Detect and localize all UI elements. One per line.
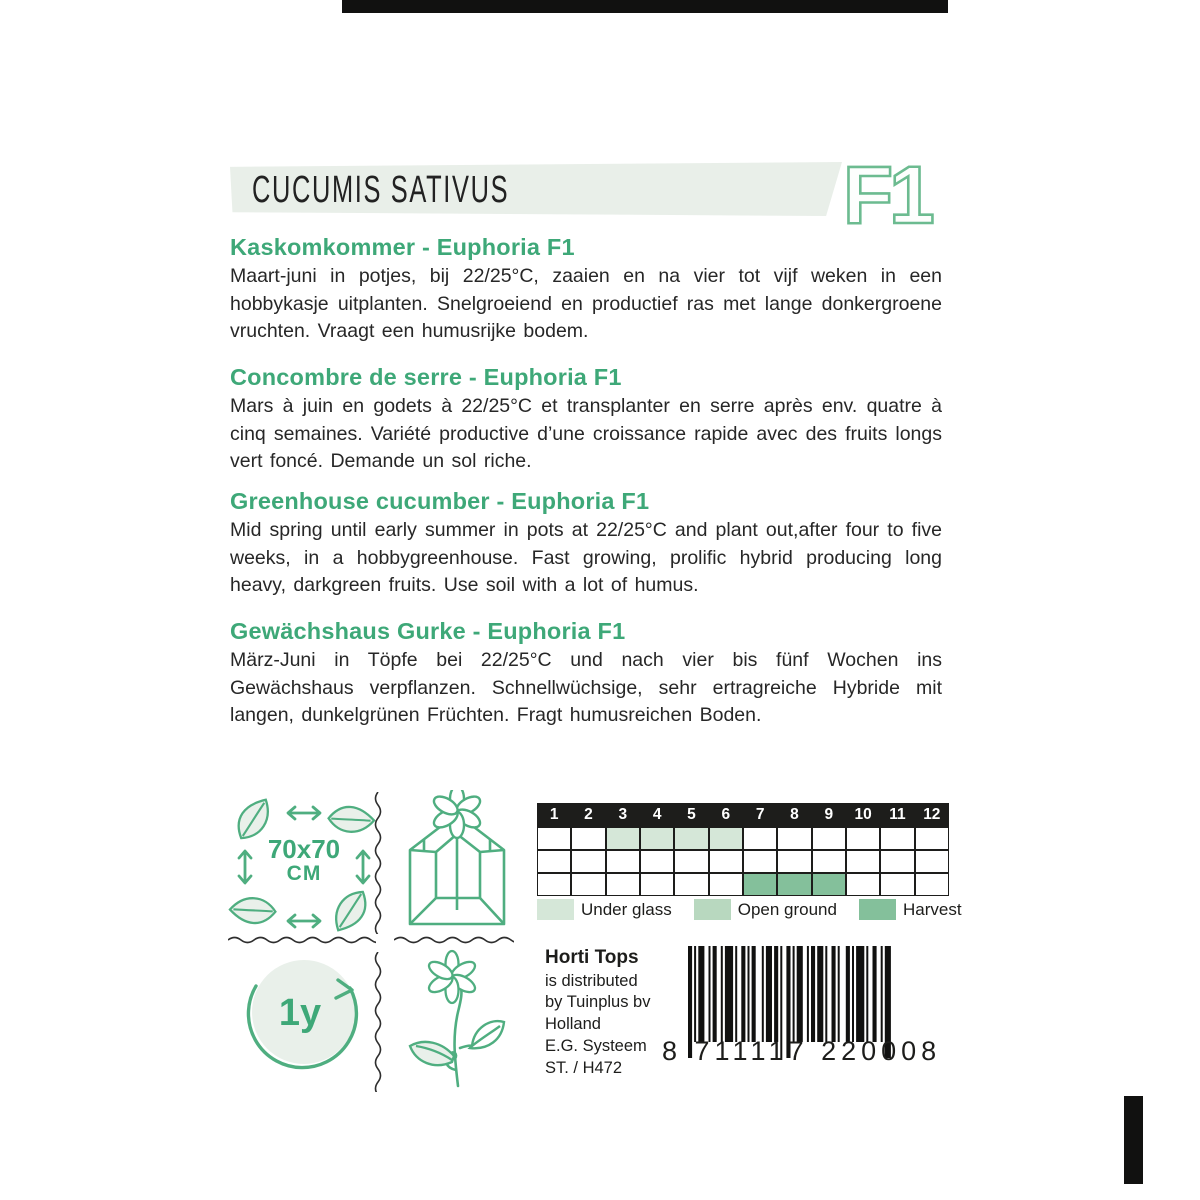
month-header-cell: 12 [915, 803, 949, 827]
month-header-cell: 10 [846, 803, 880, 827]
legend-swatch-open-ground [694, 899, 731, 920]
calendar-cell [777, 850, 811, 873]
calendar-cell [846, 873, 880, 896]
distributor-block [545, 946, 675, 1080]
month-header-cell: 5 [674, 803, 708, 827]
distributor-line: ST. / H472 [545, 1058, 623, 1077]
calendar-cell [709, 850, 743, 873]
distributor-line: E.G. Systeem [545, 1036, 647, 1055]
distributor-name: Horti Tops [545, 947, 639, 968]
corner-print-mark [1124, 1096, 1143, 1184]
calendar-cell [606, 850, 640, 873]
calendar-cell [537, 827, 571, 850]
flower-icon [431, 790, 483, 838]
species-title: CUCUMIS SATIVUS [252, 168, 510, 211]
month-header-cell: 9 [812, 803, 846, 827]
horizontal-arrow-icon [281, 912, 327, 930]
calendar-cell [674, 827, 708, 850]
calendar-cell [915, 873, 949, 896]
calendar-cell [846, 827, 880, 850]
barcode [662, 944, 942, 1074]
divider-wave-vertical [372, 952, 384, 1092]
legend-label: Open ground [737, 899, 837, 919]
section-heading-fr: Concombre de serre - Euphoria F1 [230, 364, 622, 390]
calendar-row-harvest [537, 873, 949, 896]
calendar-cell [777, 873, 811, 896]
legend-label: Harvest [902, 899, 962, 919]
calendar-cell [743, 827, 777, 850]
divider-wave-vertical [372, 792, 384, 934]
calendar-cell [709, 873, 743, 896]
legend-label: Under glass [581, 899, 672, 919]
cycle-duration-label: 1y [278, 992, 322, 1034]
horizontal-arrow-icon [281, 804, 327, 822]
calendar-cell [743, 850, 777, 873]
sowing-calendar [537, 803, 949, 896]
calendar-cell [640, 873, 674, 896]
spacing-value: 70x70 [267, 834, 341, 864]
section-body-en: Mid spring until early summer in pots at 22/25°C and plant out,after four to five weeks, in a hobbygreenhouse. Fast growing, prolific hybrid producing long heavy, darkgreen fruits. Use soil with a lot of humus. [230, 519, 942, 597]
calendar-cell [846, 850, 880, 873]
calendar-cell [880, 827, 914, 850]
spacing-text [240, 836, 368, 886]
section-body-nl: Maart-juni in potjes, bij 22/25°C, zaaien en na vier tot vijf weken in een hobbykasje uitplanten. Snelgroeiend en productief ras met lange donkergroene vruchten. Vraagt een humusrijke bodem. [230, 265, 942, 343]
section-heading-nl: Kaskomkommer - Euphoria F1 [230, 234, 575, 260]
divider-wave-horizontal [394, 934, 514, 946]
calendar-cell [777, 827, 811, 850]
calendar-cell [571, 850, 605, 873]
calendar-cell [915, 827, 949, 850]
month-header-cell: 8 [777, 803, 811, 827]
month-header-cell: 4 [640, 803, 674, 827]
month-header-cell: 7 [743, 803, 777, 827]
calendar-cell [812, 850, 846, 873]
calendar-cell [812, 873, 846, 896]
calendar-header-row [537, 803, 949, 827]
spacing-unit: CM [286, 862, 322, 885]
calendar-cell [606, 873, 640, 896]
calendar-cell [674, 850, 708, 873]
calendar-cell [537, 850, 571, 873]
distributor-line: by Tuinplus bv [545, 993, 651, 1012]
legend-swatch-harvest [859, 899, 896, 920]
section-heading-de: Gewächshaus Gurke - Euphoria F1 [230, 618, 626, 644]
calendar-cell [606, 827, 640, 850]
calendar-cell [674, 873, 708, 896]
month-header-cell: 1 [537, 803, 571, 827]
calendar-cell [571, 827, 605, 850]
month-header-cell: 11 [880, 803, 914, 827]
calendar-cell [571, 873, 605, 896]
section-body-de: März-Juni in Töpfe bei 22/25°C und nach vier bis fünf Wochen ins Gewächshaus verpflanzen. Schnellwüchsige, sehr ertragreiche Hybride mit langen, dunkelgrünen Früchten. Fragt humusreichen Boden. [230, 649, 942, 727]
month-header-cell: 6 [709, 803, 743, 827]
f1-badge: F1 [843, 150, 931, 241]
leaf-icon [325, 885, 377, 937]
calendar-cell [812, 827, 846, 850]
calendar-cell [640, 850, 674, 873]
calendar-row-under-glass [537, 827, 949, 850]
calendar-cell [880, 873, 914, 896]
section-body-fr: Mars à juin en godets à 22/25°C et transplanter en serre après env. quatre à cinq semaines. Variété productive d’une croissance rapide avec des fruits longs vert foncé. Demande un sol riche. [230, 395, 942, 473]
calendar-cell [743, 873, 777, 896]
section-heading-en: Greenhouse cucumber - Euphoria F1 [230, 488, 650, 514]
calendar-row-open-ground [537, 850, 949, 873]
distributor-line: Holland [545, 1015, 601, 1034]
legend-swatch-under-glass [537, 899, 574, 920]
distributor-line: is distributed [545, 971, 638, 990]
top-print-mark [342, 0, 948, 13]
calendar-cell [880, 850, 914, 873]
calendar-legend [537, 899, 962, 920]
calendar-cell [537, 873, 571, 896]
calendar-cell [915, 850, 949, 873]
flower-icon [398, 948, 508, 1088]
month-header-cell: 2 [571, 803, 605, 827]
calendar-cell [640, 827, 674, 850]
greenhouse-icon [396, 790, 518, 936]
calendar-cell [709, 827, 743, 850]
barcode-digits: 8 711117 220008 [662, 1036, 942, 1066]
divider-wave-horizontal [228, 934, 376, 946]
month-header-cell: 3 [606, 803, 640, 827]
